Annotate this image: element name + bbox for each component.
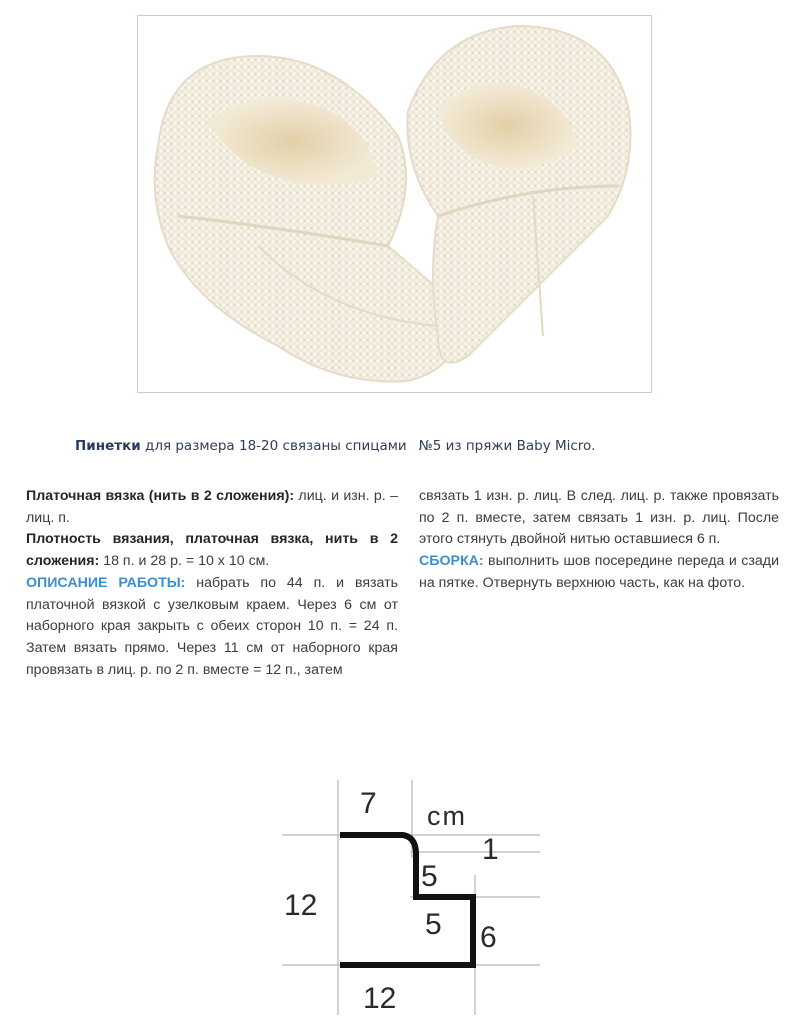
label-unit: cm bbox=[427, 801, 467, 831]
pattern-outline bbox=[340, 835, 473, 965]
pattern-schematic bbox=[260, 780, 550, 1020]
label-top-step: 1 bbox=[482, 833, 499, 866]
gauge-heading: Плотность вязания, платочная вязка, нить в 2 сложения: bbox=[26, 531, 398, 570]
label-total-height: 12 bbox=[284, 889, 318, 922]
label-inner-lower: 5 bbox=[425, 908, 442, 941]
stitch-text: лиц. и изн. р. – лиц. п. bbox=[26, 488, 398, 526]
instructions-left-column bbox=[26, 486, 398, 681]
guide-lines bbox=[282, 780, 540, 1015]
gauge-text: 18 п. и 28 р. = 10 х 10 см. bbox=[99, 553, 270, 570]
pattern-diagram bbox=[260, 780, 550, 1020]
caption-size-text: для размера 18-20 связаны спицами bbox=[140, 438, 407, 454]
instructions-right-column bbox=[419, 486, 779, 595]
stitch-heading: Платочная вязка (нить в 2 сложения): bbox=[26, 488, 295, 504]
caption-yarn-text: №5 из пряжи Baby Micro. bbox=[418, 438, 596, 454]
right-bootie bbox=[407, 26, 630, 363]
caption-title: Пинетки bbox=[75, 438, 141, 454]
assembly-heading: СБОРКА: bbox=[419, 553, 484, 570]
work-description-heading: ОПИСАНИЕ РАБОТЫ: bbox=[26, 574, 186, 591]
work-description-continued: связать 1 изн. р. лиц. В след. лиц. р. также провязать по 2 п. вместе, затем связать 1 изн. р. лиц. После этого стянуть двойной нитью оставшиеся 6 п. bbox=[419, 488, 779, 548]
photo-caption bbox=[75, 438, 595, 454]
booties-photo bbox=[137, 15, 652, 393]
assembly-text: выполнить шов посередине переда и сзади на пятке. Отвернуть верхнюю часть, как на фото. bbox=[419, 553, 779, 591]
label-top-width: 7 bbox=[360, 787, 377, 820]
label-inner-upper: 5 bbox=[421, 860, 438, 893]
label-right-height: 6 bbox=[480, 921, 497, 954]
work-description-text: набрать по 44 п. и вязать платочной вязкой с узелковым краем. Через 6 см от наборного края закрыть с обеих сторон 10 п. = 24 п. Затем вязать прямо. Через 11 см от наборного края провязать в лиц. р. по 2 п. вместе = 12 п., затем bbox=[26, 574, 399, 678]
booties-illustration bbox=[138, 16, 651, 392]
label-bottom-width: 12 bbox=[363, 982, 397, 1015]
